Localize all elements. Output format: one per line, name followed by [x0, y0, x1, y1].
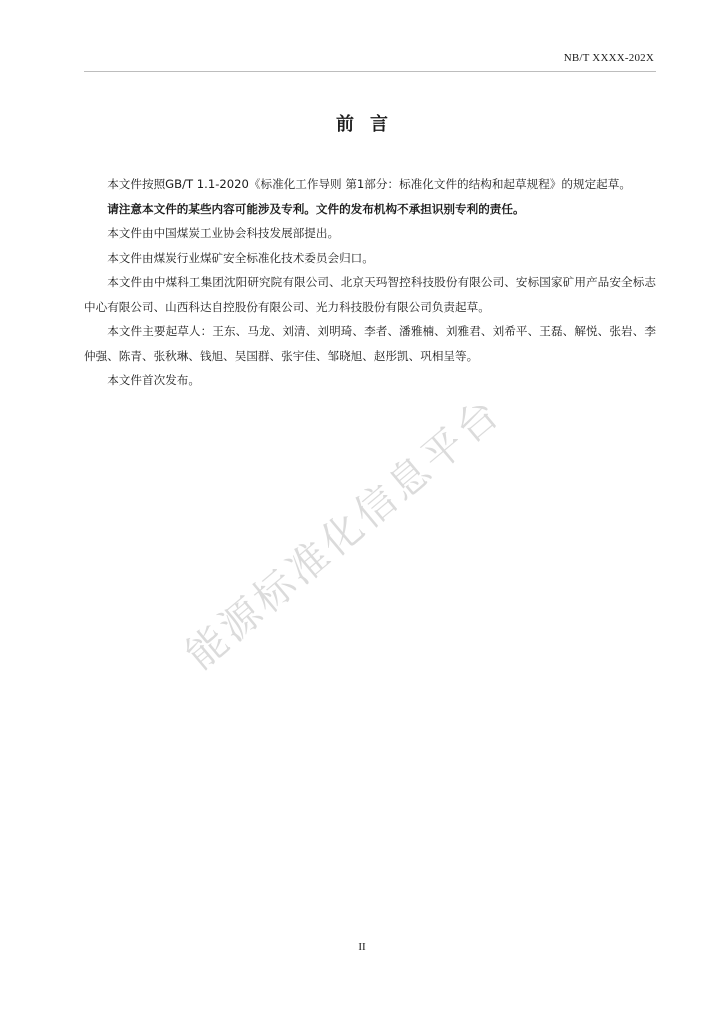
paragraph-technical-committee: 本文件由煤炭行业煤矿安全标准化技术委员会归口。: [107, 250, 374, 265]
paragraph-drafting-organizations: 本文件由中煤科工集团沈阳研究院有限公司、北京天玛智控科技股份有限公司、安标国家矿用产品安全标志中心有限公司、山西科达自控股份有限公司、光力科技股份有限公司负责起草。: [84, 275, 656, 314]
page-title: 前言: [336, 114, 404, 135]
header-divider: [84, 71, 656, 72]
paragraph-proposer: 本文件由中国煤炭工业协会科技发展部提出。: [107, 226, 340, 240]
standard-code: NB/T XXXX-202X: [563, 52, 654, 64]
paragraph-main-drafters: 本文件主要起草人：王东、马龙、刘清、刘明琦、李者、潘雅楠、刘雅君、刘希平、王磊、解悦、张岩、李仲强、陈青、张秋琳、钱旭、吴国群、张宇佳、邹晓旭、赵彤凯、巩相呈等。: [84, 324, 656, 363]
foreword-body: [84, 172, 656, 393]
paragraph-first-release: 本文件首次发布。: [107, 373, 200, 387]
page-number: II: [358, 941, 366, 953]
paragraph-drafting-rules: 本文件按照GB/T 1.1-2020《标准化工作导则 第1部分：标准化文件的结构和起草规程》的规定起草。: [107, 177, 631, 191]
watermark: 能源标准化信息平台: [177, 389, 511, 679]
paragraph-patent-notice: 请注意本文件的某些内容可能涉及专利。文件的发布机构不承担识别专利的责任。: [107, 201, 525, 216]
